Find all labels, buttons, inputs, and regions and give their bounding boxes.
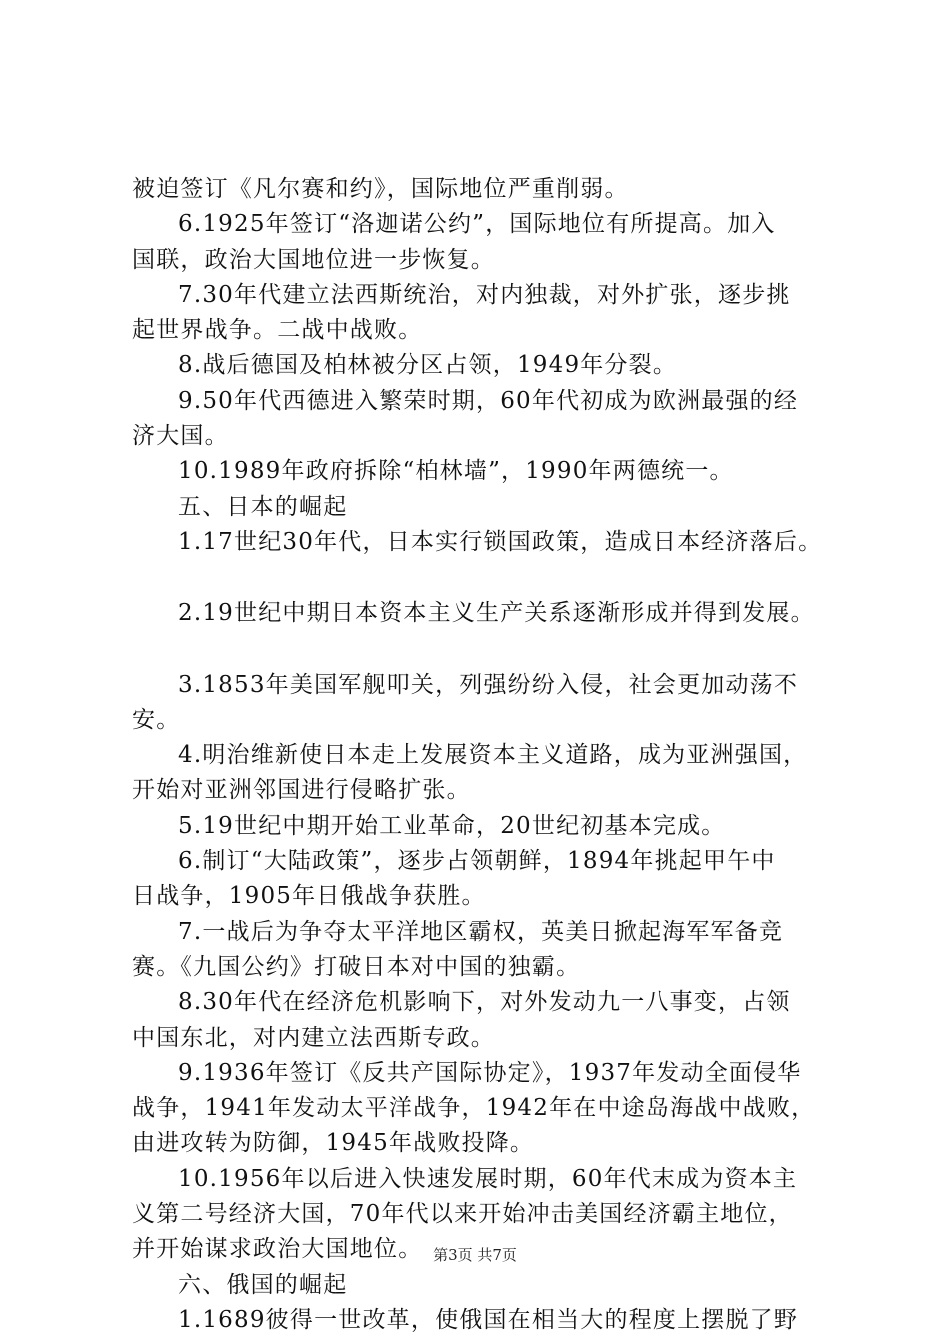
text-line: 9.1936年签订《反共产国际协定》，1937年发动全面侵华 bbox=[178, 1059, 802, 1086]
text-line: 10.1956年以后进入快速发展时期，60年代末成为资本主 bbox=[178, 1165, 798, 1192]
blank-gap bbox=[132, 560, 832, 596]
text-line: 开始对亚洲邻国进行侵略扩张。 bbox=[132, 777, 471, 804]
text-line: 4.明治维新使日本走上发展资本主义道路，成为亚洲强国， bbox=[178, 742, 808, 769]
text-line: 8.30年代在经济危机影响下，对外发动九一八事变，占领 bbox=[178, 989, 791, 1016]
section-heading: 五、日本的崛起 bbox=[178, 493, 348, 520]
text-line: 义第二号经济大国，70年代以来开始冲击美国经济霸主地位， bbox=[132, 1201, 793, 1228]
body-text bbox=[132, 172, 832, 1338]
text-line: 战争，1941年发动太平洋战争，1942年在中途岛海战中战败， bbox=[132, 1095, 816, 1122]
section-heading: 六、俄国的崛起 bbox=[178, 1271, 348, 1298]
text-line: 7.一战后为争夺太平洋地区霸权，英美日掀起海军军备竞 bbox=[178, 918, 784, 945]
text-line: 1.17世纪30年代，日本实行锁国政策，造成日本经济落后。 bbox=[178, 528, 823, 555]
text-line: 日战争，1905年日俄战争获胜。 bbox=[132, 883, 486, 910]
text-line: 6.1925年签订“洛迦诺公约”，国际地位有所提高。加入 bbox=[178, 211, 776, 238]
text-line: 8.战后德国及柏林被分区占领，1949年分裂。 bbox=[178, 352, 678, 379]
text-line: 7.30年代建立法西斯统治，对内独裁，对外扩张，逐步挑 bbox=[178, 281, 791, 308]
text-line: 3.1853年美国军舰叩关，列强纷纷入侵，社会更加动荡不 bbox=[178, 671, 799, 698]
text-line: 5.19世纪中期开始工业革命，20世纪初基本完成。 bbox=[178, 812, 726, 839]
page-number-footer: 第3页 共7页 bbox=[433, 1246, 517, 1264]
text-line: 1.1689彼得一世改革，使俄国在相当大的程度上摆脱了野 bbox=[178, 1306, 799, 1333]
text-line: 济大国。 bbox=[132, 423, 229, 450]
text-line: 中国东北，对内建立法西斯专政。 bbox=[132, 1024, 495, 1051]
text-line: 10.1989年政府拆除“柏林墙”，1990年两德统一。 bbox=[178, 458, 734, 485]
text-line: 赛。《九国公约》打破日本对中国的独霸。 bbox=[132, 953, 581, 980]
text-line: 由进攻转为防御，1945年战败投降。 bbox=[132, 1130, 535, 1157]
blank-gap bbox=[132, 632, 832, 668]
text-line: 9.50年代西德进入繁荣时期，60年代初成为欧洲最强的经 bbox=[178, 387, 799, 414]
text-line: 2.19世纪中期日本资本主义生产关系逐渐形成并得到发展。 bbox=[178, 600, 815, 627]
text-line: 被迫签订《凡尔赛和约》，国际地位严重削弱。 bbox=[132, 176, 629, 202]
text-line: 并开始谋求政治大国地位。 bbox=[132, 1236, 423, 1263]
text-line: 国联，政治大国地位进一步恢复。 bbox=[132, 246, 495, 273]
text-line: 起世界战争。二战中战败。 bbox=[132, 317, 423, 344]
text-line: 安。 bbox=[132, 706, 181, 733]
text-line: 6.制订“大陆政策”，逐步占领朝鲜，1894年挑起甲午中 bbox=[178, 848, 776, 875]
